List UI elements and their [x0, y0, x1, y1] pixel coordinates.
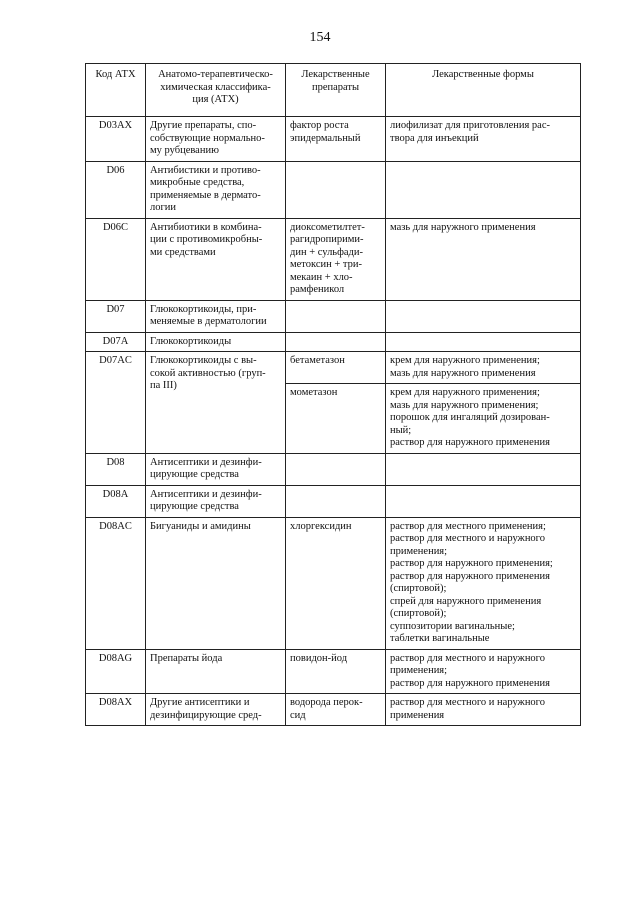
drug-cell: повидон-йод [286, 649, 386, 694]
classification-cell: Другие препараты, спо- собствующие нормально- му рубцеванию [146, 117, 286, 162]
classification-cell: Глюкокортикоиды с вы- сокой активностью (груп- па III) [146, 352, 286, 454]
classification-cell: Глюкокортикоиды [146, 332, 286, 352]
dosage-forms-cell: раствор для местного и наружного применения [386, 694, 581, 726]
classification-cell: Антисептики и дезинфи- цирующие средства [146, 485, 286, 517]
dosage-forms-cell: раствор для местного и наружного применения; раствор для наружного применения [386, 649, 581, 694]
classification-cell: Другие антисептики и дезинфицирующие сред- [146, 694, 286, 726]
table-row [86, 485, 581, 517]
classification-cell: Глюкокортикоиды, при- меняемые в дерматологии [146, 300, 286, 332]
classification-cell: Препараты йода [146, 649, 286, 694]
table-row [86, 218, 581, 300]
drug-cell: хлоргексидин [286, 517, 386, 649]
header-code: Код АТХ [86, 64, 146, 117]
dosage-forms-cell: раствор для местного применения; раствор для местного и наружного применения; раствор для наружного применения; раствор для наружного применения (спиртовой); спрей для наружного применения (спиртовой); суппозитории вагинальные; таблетки вагинальные [386, 517, 581, 649]
header-drugs: Лекарственные препараты [286, 64, 386, 117]
table-row [86, 300, 581, 332]
drug-cell [286, 332, 386, 352]
classification-cell: Антисептики и дезинфи- цирующие средства [146, 453, 286, 485]
drug-cell [286, 453, 386, 485]
classification-cell: Антибиотики в комбина- ции с противомикробны- ми средствами [146, 218, 286, 300]
classification-cell: Бигуаниды и амидины [146, 517, 286, 649]
dosage-forms-cell [386, 453, 581, 485]
drug-cell [286, 161, 386, 218]
dosage-forms-cell [386, 300, 581, 332]
drug-cell: бетаметазон [286, 352, 386, 384]
dosage-forms-cell [386, 485, 581, 517]
dosage-forms-cell: крем для наружного применения; мазь для наружного применения; порошок для ингаляций дозирован- ный; раствор для наружного применения [386, 384, 581, 454]
atc-code-cell: D06C [86, 218, 146, 300]
table-row [86, 332, 581, 352]
header-classification: Анатомо-терапевтическо- химическая классифика- ция (АТХ) [146, 64, 286, 117]
atc-drug-table [85, 63, 581, 726]
drug-cell: мометазон [286, 384, 386, 454]
table-row [86, 517, 581, 649]
atc-code-cell: D08AC [86, 517, 146, 649]
dosage-forms-cell [386, 332, 581, 352]
table-row [86, 649, 581, 694]
atc-code-cell: D08AG [86, 649, 146, 694]
atc-code-cell: D08 [86, 453, 146, 485]
classification-cell: Антибистики и противо- микробные средства, применяемые в дермато- логии [146, 161, 286, 218]
atc-code-cell: D08A [86, 485, 146, 517]
atc-code-cell: D07A [86, 332, 146, 352]
atc-code-cell: D03AX [86, 117, 146, 162]
table-row [86, 694, 581, 726]
drug-cell [286, 485, 386, 517]
atc-code-cell: D07AC [86, 352, 146, 454]
table-row [86, 453, 581, 485]
drug-cell: диоксометилтет- рагидропирими- дин + сульфади- метоксин + три- мекаин + хло- рамфеникол [286, 218, 386, 300]
table-row [86, 117, 581, 162]
dosage-forms-cell: лиофилизат для приготовления рас- твора для инъекций [386, 117, 581, 162]
atc-code-cell: D07 [86, 300, 146, 332]
table-row [86, 352, 581, 384]
table-body [86, 117, 581, 726]
table-header-row [86, 64, 581, 117]
table-row [86, 161, 581, 218]
dosage-forms-cell [386, 161, 581, 218]
dosage-forms-cell: мазь для наружного применения [386, 218, 581, 300]
dosage-forms-cell: крем для наружного применения; мазь для наружного применения [386, 352, 581, 384]
drug-cell: водорода перок- сид [286, 694, 386, 726]
page-number: 154 [309, 30, 331, 45]
atc-code-cell: D06 [86, 161, 146, 218]
drug-cell [286, 300, 386, 332]
header-forms: Лекарственные формы [386, 64, 581, 117]
drug-cell: фактор роста эпидермальный [286, 117, 386, 162]
atc-code-cell: D08AX [86, 694, 146, 726]
